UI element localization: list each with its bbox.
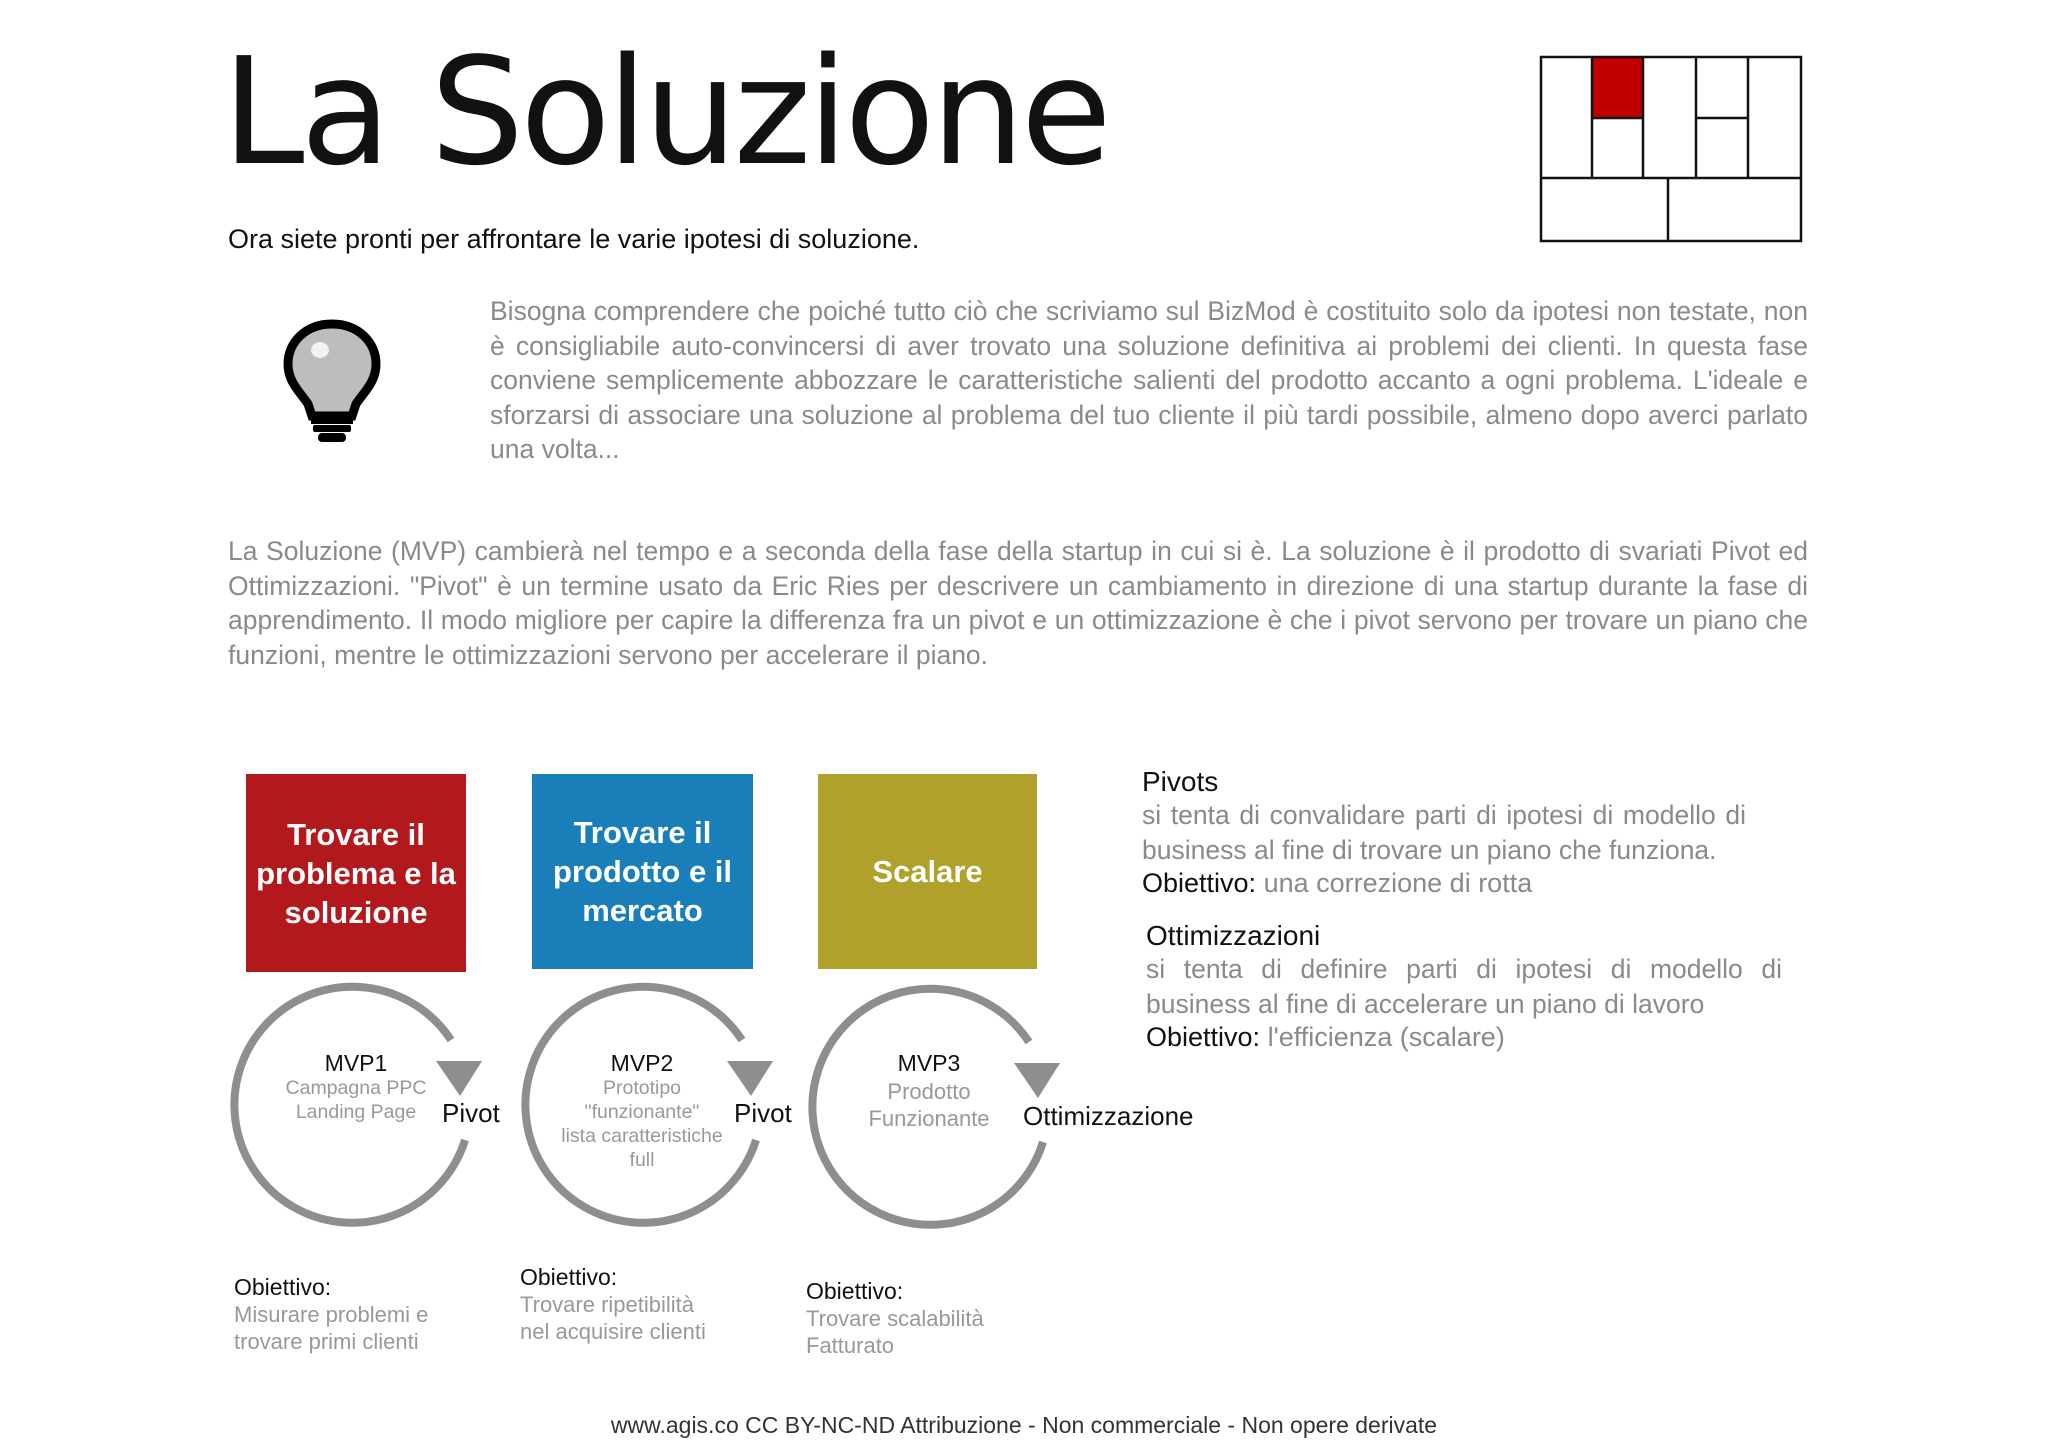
footer-license: www.agis.co CC BY-NC-ND Attribuzione - Non commerciale - Non opere derivate — [610, 1412, 1438, 1438]
lean-canvas-grid-icon — [1538, 54, 1804, 244]
optimizations-goal: Obiettivo: l'efficienza (scalare) — [1146, 1022, 1505, 1052]
mvp1-desc: Campagna PPC Landing Page — [285, 1077, 427, 1123]
mvp2-label: MVP2 — [610, 1050, 674, 1076]
page-title: La Soluzione — [222, 26, 1108, 198]
pivots-goal: Obiettivo: una correzione di rotta — [1142, 868, 1533, 898]
mvp3-label: MVP3 — [897, 1050, 961, 1076]
goal-line: nel acquisire clienti — [520, 1319, 706, 1344]
optimization-label: Ottimizzazione — [1023, 1101, 1194, 1131]
pivots-definition — [1142, 766, 1746, 899]
goal-block-3 — [806, 1278, 984, 1359]
main-paragraph: La Soluzione (MVP) cambierà nel tempo e a seconda della fase della startup in cui si è. La soluzione è il prodotto di svariati Pivot ed Ottimizzazioni. "Pivot" è un termine usato da Eric Ries per descrivere un cambiamento in direzione di una startup durante la fase di apprendimento. Il modo migliore per capire la differenza fra un pivot e un ottimizzazione è che i pivot servono per trovare un piano che funzioni, mentre le ottimizzazioni servono per accelerare il piano. — [228, 536, 1808, 670]
mvp3-desc: Prodotto Funzionante — [868, 1079, 990, 1131]
stage-box-product-market: Trovare il prodotto e il mercato — [532, 774, 753, 969]
goal-block-2 — [520, 1264, 706, 1345]
stage-box-scale: Scalare — [818, 774, 1037, 969]
pivots-text: si tenta di convalidare parti di ipotesi di modello di business al fine di trovare un piano che funziona. — [1142, 800, 1746, 865]
optimizations-definition — [1146, 920, 1782, 1053]
goal-heading: Obiettivo: — [520, 1264, 618, 1290]
subtitle: Ora siete pronti per affrontare le varie ipotesi di soluzione. — [228, 224, 920, 254]
stage-box-problem-solution: Trovare il problema e la soluzione — [246, 774, 466, 972]
lightbulb-icon — [282, 318, 382, 446]
goal-heading: Obiettivo: — [234, 1274, 332, 1300]
intro-paragraph: Bisogna comprendere che poiché tutto ciò che scriviamo sul BizMod è costituito solo da ipotesi non testate, non è consigliabile auto-convincersi di aver trovato una soluzione definitiva ai problemi dei clienti. In questa fase conviene semplicemente abbozzare le caratteristiche salienti del prodotto accanto a ogni problema. L'ideale e sforzarsi di associare una soluzione al problema del tuo cliente il più tardi possibile, almeno dopo averci parlato una volta... — [490, 296, 1808, 464]
optimizations-text: si tenta di definire parti di ipotesi di modello di business al fine di accelerare un piano di lavoro — [1146, 954, 1782, 1019]
goal-heading: Obiettivo: — [806, 1278, 904, 1304]
pivots-heading: Pivots — [1142, 766, 1219, 797]
mvp2-desc: Prototipo "funzionante" lista caratteristiche full — [561, 1077, 723, 1171]
goal-block-1 — [234, 1274, 428, 1355]
pivot-label-1: Pivot — [442, 1098, 500, 1128]
goal-line: Fatturato — [806, 1333, 895, 1358]
mvp1-label: MVP1 — [324, 1050, 388, 1076]
pivot-label-2: Pivot — [734, 1098, 792, 1128]
optimizations-heading: Ottimizzazioni — [1146, 920, 1321, 951]
goal-line: Misurare problemi e — [234, 1302, 429, 1327]
goal-line: Trovare ripetibilità — [520, 1292, 695, 1317]
goal-line: trovare primi clienti — [234, 1329, 419, 1354]
goal-line: Trovare scalabilità — [806, 1306, 984, 1331]
